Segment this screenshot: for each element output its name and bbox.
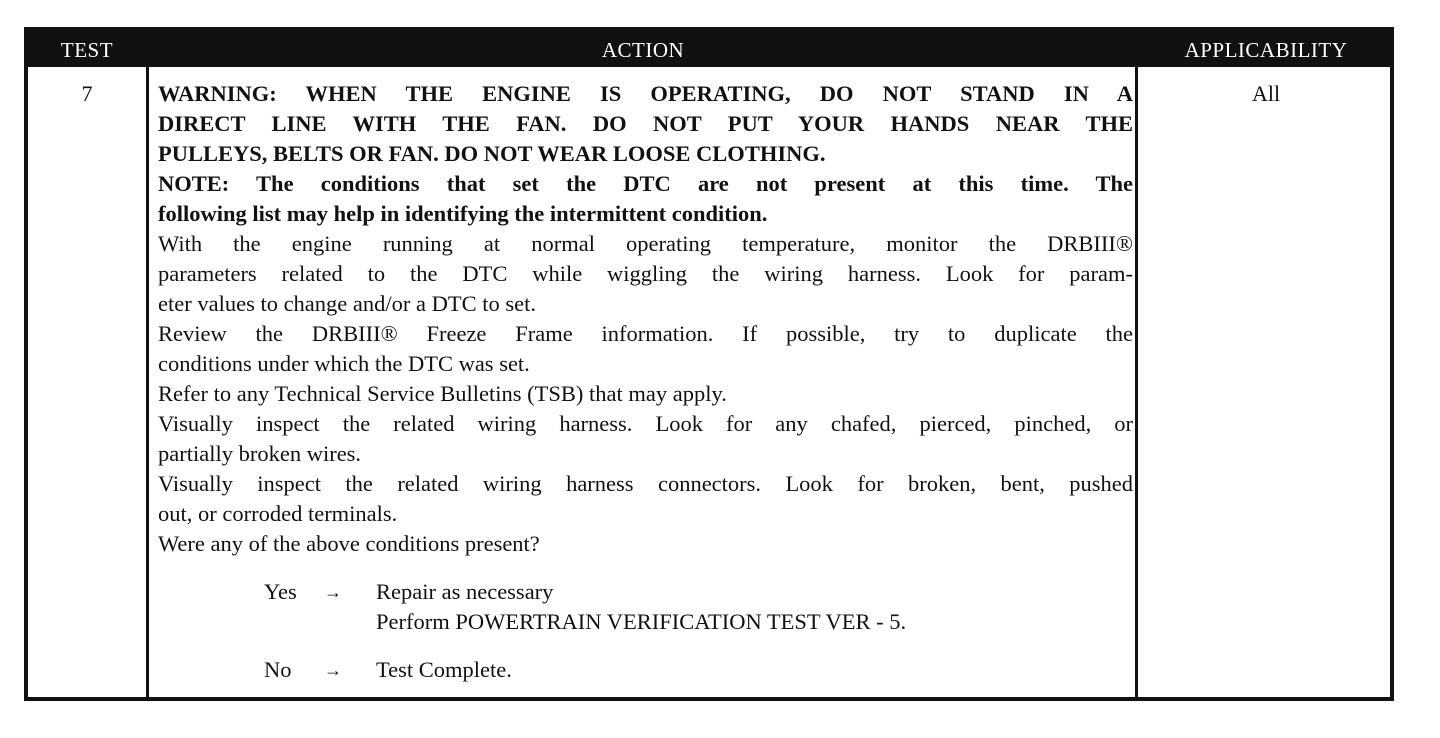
action-cell — [158, 79, 1133, 685]
test-number-cell: 7 — [81, 81, 93, 106]
instruction-paragraph — [158, 469, 1133, 529]
no-action-text: Test Complete. — [376, 657, 512, 682]
warning-text — [158, 79, 1133, 169]
instruction-paragraph — [158, 229, 1133, 319]
warning-line: WARNING: WHEN THE ENGINE IS OPERATING, DO NOT STAND IN A — [158, 81, 1133, 106]
diagnostic-test-table — [24, 27, 1394, 701]
instruction-line: partially broken wires. — [158, 441, 362, 466]
note-line: NOTE: The conditions that set the DTC are not present at this time. The — [158, 171, 1133, 196]
header-action: ACTION — [601, 38, 685, 62]
yes-label: Yes — [264, 579, 297, 604]
answer-no — [158, 655, 1133, 685]
applicability-cell: All — [1251, 81, 1281, 106]
instruction-line: parameters related to the DTC while wiggling the wiring harness. Look for param- — [158, 261, 1133, 286]
answer-yes-continued — [158, 607, 1133, 637]
instruction-line: conditions under which the DTC was set. — [158, 351, 530, 376]
yes-action-text-2: Perform POWERTRAIN VERIFICATION TEST VER - 5. — [376, 609, 907, 634]
instruction-line: eter values to change and/or a DTC to set. — [158, 291, 536, 316]
warning-line: DIRECT LINE WITH THE FAN. DO NOT PUT YOUR HANDS NEAR THE — [158, 111, 1133, 136]
question-line: Were any of the above conditions present? — [158, 531, 540, 556]
instruction-line: Visually inspect the related wiring harness connectors. Look for broken, bent, pushed — [158, 471, 1133, 496]
instruction-line: Refer to any Technical Service Bulletins (TSB) that may apply. — [158, 381, 727, 406]
warning-line: PULLEYS, BELTS OR FAN. DO NOT WEAR LOOSE CLOTHING. — [158, 141, 826, 166]
answer-options — [158, 577, 1133, 685]
note-text — [158, 169, 1133, 229]
instruction-paragraph — [158, 319, 1133, 379]
arrow-right-icon: → — [324, 582, 342, 602]
question-paragraph — [158, 529, 1133, 559]
column-divider — [1135, 67, 1138, 697]
note-line: following list may help in identifying the intermittent condition. — [158, 201, 768, 226]
answer-yes — [158, 577, 1133, 607]
instruction-paragraph — [158, 409, 1133, 469]
header-test: TEST — [60, 38, 114, 62]
arrow-right-icon: → — [324, 660, 342, 680]
column-divider — [146, 67, 149, 697]
table-header-row — [28, 31, 1390, 67]
instruction-line: Visually inspect the related wiring harness. Look for any chafed, pierced, pinched, or — [158, 411, 1133, 436]
header-applicability: APPLICABILITY — [1184, 38, 1348, 62]
instruction-line: Review the DRBIII® Freeze Frame information. If possible, try to duplicate the — [158, 321, 1133, 346]
yes-action-text: Repair as necessary — [376, 579, 554, 604]
instruction-line: out, or corroded terminals. — [158, 501, 398, 526]
instruction-paragraph — [158, 379, 1133, 409]
instruction-line: With the engine running at normal operating temperature, monitor the DRBIII® — [158, 231, 1133, 256]
no-label: No — [264, 657, 292, 682]
